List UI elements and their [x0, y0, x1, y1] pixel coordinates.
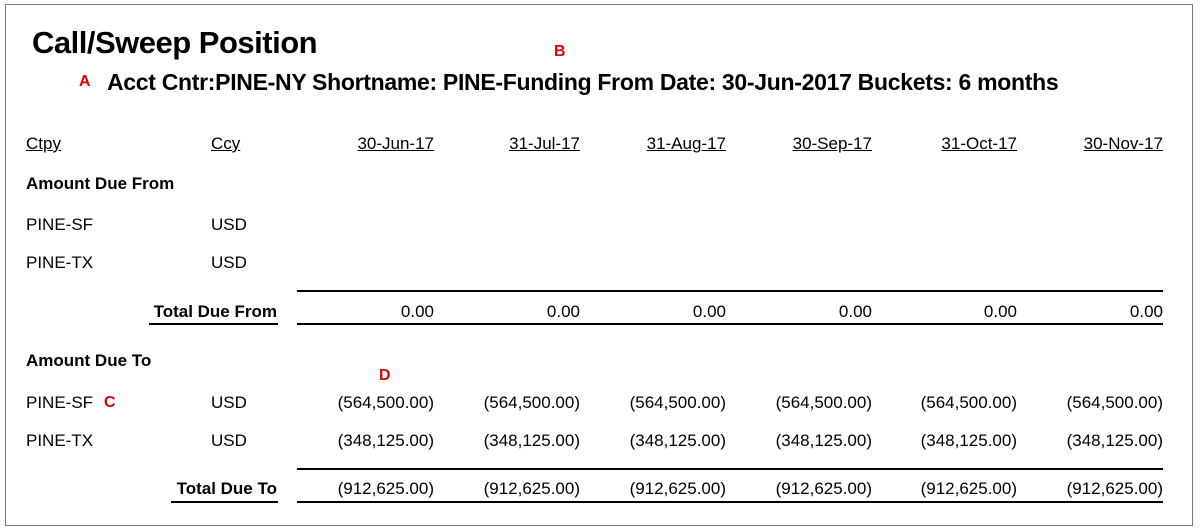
total-due-to-label: Total Due To: [176, 479, 277, 498]
report-title: Call/Sweep Position: [32, 25, 318, 60]
column-header-date-5[interactable]: 31-Oct-17: [941, 134, 1017, 153]
total-due-to-value-3: (912,625.00): [629, 479, 726, 498]
due-to-total-rule-top: [297, 468, 1163, 470]
due-to-row-2-value-2: (348,125.00): [483, 431, 580, 450]
column-header-ctpy[interactable]: Ctpy: [26, 134, 61, 153]
column-header-date-6[interactable]: 30-Nov-17: [1083, 134, 1163, 153]
column-header-date-4[interactable]: 30-Sep-17: [792, 134, 872, 153]
total-due-from-value-5: 0.00: [983, 302, 1017, 321]
due-to-row-1-value-2: (564,500.00): [483, 393, 580, 412]
due-to-row-2-value-1: (348,125.00): [337, 431, 434, 450]
due-to-row-2-ccy: USD: [211, 431, 247, 450]
due-to-row-2-value-4: (348,125.00): [775, 431, 872, 450]
section-heading-due-from: Amount Due From: [26, 174, 175, 193]
total-due-to-value-2: (912,625.00): [483, 479, 580, 498]
total-due-from-value-6: 0.00: [1129, 302, 1163, 321]
marker-a: A: [79, 73, 91, 90]
due-to-total-rule-bottom: [297, 501, 1163, 503]
due-to-row-1-value-3: (564,500.00): [629, 393, 726, 412]
due-to-row-1-value-1: (564,500.00): [337, 393, 434, 412]
report-frame: [5, 4, 1193, 526]
due-from-label-rule: [149, 323, 278, 325]
due-to-row-1-ctpy: PINE-SF: [26, 393, 94, 412]
column-header-ccy[interactable]: Ccy: [211, 134, 241, 153]
total-due-from-value-1: 0.00: [400, 302, 434, 321]
column-header-date-2[interactable]: 31-Jul-17: [509, 134, 580, 153]
total-due-to-value-5: (912,625.00): [920, 479, 1017, 498]
due-to-row-2-value-3: (348,125.00): [629, 431, 726, 450]
total-due-from-label: Total Due From: [153, 302, 277, 321]
due-to-row-2-ctpy: PINE-TX: [26, 431, 94, 450]
section-heading-due-to: Amount Due To: [26, 351, 152, 370]
total-due-to-value-4: (912,625.00): [775, 479, 872, 498]
due-to-label-rule: [171, 501, 278, 503]
total-due-to-value-6: (912,625.00): [1066, 479, 1163, 498]
total-due-from-value-2: 0.00: [546, 302, 580, 321]
marker-c: C: [104, 394, 116, 411]
due-to-row-2-value-6: (348,125.00): [1066, 431, 1163, 450]
total-due-from-value-4: 0.00: [838, 302, 872, 321]
due-from-row-1-ccy: USD: [211, 215, 247, 234]
total-due-to-value-1: (912,625.00): [337, 479, 434, 498]
due-to-row-1-ccy: USD: [211, 393, 247, 412]
due-to-row-1-value-4: (564,500.00): [775, 393, 872, 412]
due-from-row-2-ctpy: PINE-TX: [26, 253, 94, 272]
due-to-row-1-value-5: (564,500.00): [920, 393, 1017, 412]
marker-b: B: [554, 43, 566, 60]
marker-d: D: [379, 367, 391, 384]
report-subtitle: Acct Cntr:PINE-NY Shortname: PINE-Funding From Date: 30-Jun-2017 Buckets: 6 months: [107, 69, 1059, 95]
due-from-total-rule-top: [297, 290, 1163, 292]
due-from-total-rule-bottom: [297, 323, 1163, 325]
due-to-row-1-value-6: (564,500.00): [1066, 393, 1163, 412]
total-due-from-value-3: 0.00: [692, 302, 726, 321]
due-to-row-2-value-5: (348,125.00): [920, 431, 1017, 450]
due-from-row-1-ctpy: PINE-SF: [26, 215, 94, 234]
due-from-row-2-ccy: USD: [211, 253, 247, 272]
column-header-date-3[interactable]: 31-Aug-17: [646, 134, 726, 153]
column-header-date-1[interactable]: 30-Jun-17: [357, 134, 434, 153]
